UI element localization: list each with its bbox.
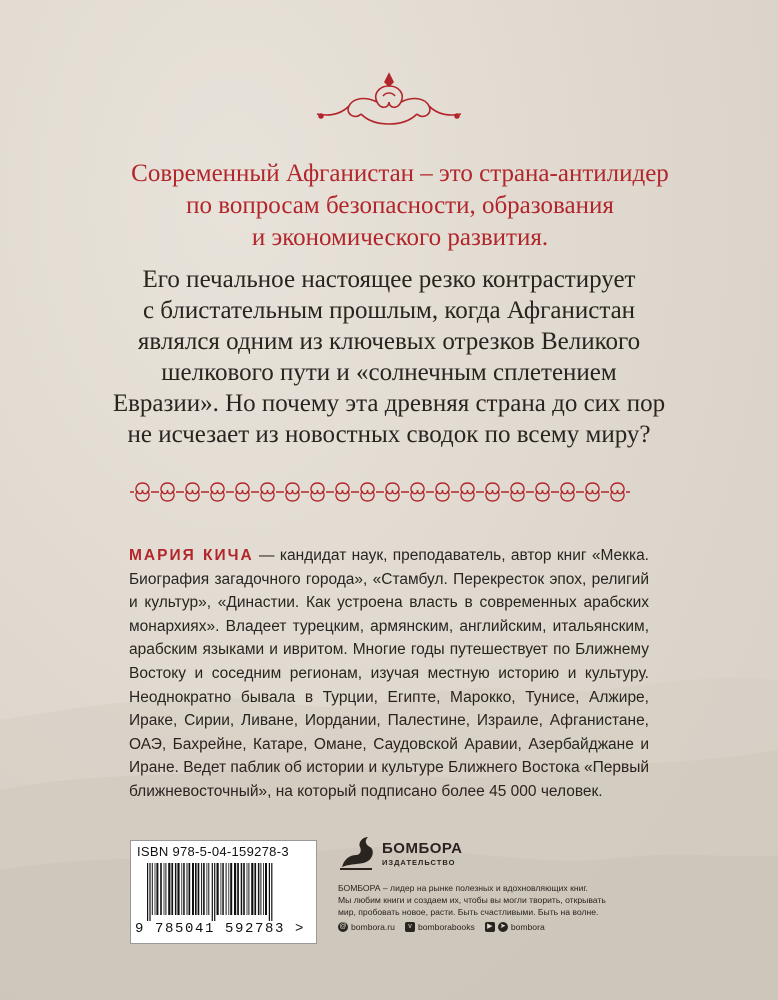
body-line: являлся одним из ключевых отрезков Великого (137, 328, 641, 355)
barcode-bar (175, 863, 177, 915)
barcode-bar (217, 863, 219, 915)
barcode-bar (208, 863, 209, 915)
barcode-bar (258, 863, 260, 915)
barcode-bar (152, 863, 153, 915)
barcode-bar (207, 863, 208, 915)
publisher-desc-line: мир, пробовать новое, расти. Быть счастливыми. Быть на волне. (338, 907, 599, 917)
barcode-bar (241, 863, 243, 915)
barcode-bar (214, 863, 215, 921)
publisher-desc-line: Мы любим книги и создаем их, чтобы вы могли творить, открывать (338, 895, 606, 905)
barcode-bar (164, 863, 165, 915)
social-vk[interactable] (405, 922, 475, 932)
social-label: bombora.ru (351, 922, 395, 932)
social-label: bombora (510, 922, 545, 932)
telegram-icon: ➤ (498, 922, 508, 932)
barcode-bar (234, 863, 236, 915)
publisher-desc-line: БОМБОРА – лидер на рынке полезных и вдохновляющих книг. (338, 883, 588, 893)
barcode-bar (195, 863, 197, 915)
body-paragraph (108, 264, 670, 450)
barcode-bar (201, 863, 202, 915)
body-line: шелкового пути и «солнечным сплетением (161, 359, 617, 386)
body-line: Евразии». Но почему эта древняя страна до сих пор (112, 390, 666, 417)
author-name: МАРИЯ КИЧА (129, 547, 254, 564)
at-icon: @ (339, 923, 347, 930)
barcode-bar (187, 863, 188, 915)
publisher-socials (338, 922, 545, 932)
barcode-bar (237, 863, 239, 915)
barcode-bar (155, 863, 156, 915)
vk-icon: v (405, 922, 415, 932)
isbn-label: ISBN 978-5-04-159278-3 (137, 844, 289, 859)
barcode-bar (263, 863, 264, 915)
barcode-bar (147, 863, 148, 921)
bombora-logo-icon (338, 833, 378, 871)
barcode-bar (243, 863, 245, 915)
ornament-band-icon (130, 480, 630, 504)
social-video-telegram[interactable] (485, 922, 545, 932)
barcode-bar (203, 863, 205, 915)
barcode-bar (149, 863, 150, 921)
author-bio (129, 544, 649, 804)
barcode-bar (226, 863, 227, 915)
barcode-bar (156, 863, 158, 915)
social-site[interactable] (338, 922, 395, 932)
author-bio-text: — кандидат наук, преподаватель, автор книг «Мекка. Биография загадочного города», «Стамбул. Перекресток эпох, религий и культур», «Династии. Как устроена власть в современных арабских монархиях». Владеет турецким, армянским, английским, итальянским, арабским языками и ивритом. Многие годы путешествует по Ближнему Востоку и соседним регионам, изучая местную историю и культуру. Неоднократно бывала в Турции, Египте, Марокко, Тунисе, Алжире, Ираке, Сирии, Ливане, Иордании, Палестине, Израиле, Афганистане, ОАЭ, Бахрейне, Катаре, Омане, Саудовской Аравии, Азербайджане и Иране. Ведет паблик об истории и культуре Ближнего Востока «Первый ближневосточный», на который подписано более 45 000 человек. (129, 547, 649, 800)
barcode-bar (160, 863, 162, 915)
barcode-bar (248, 863, 249, 915)
barcode-bar (183, 863, 185, 915)
isbn-barcode (130, 840, 317, 944)
barcode-bar (165, 863, 166, 915)
lead-line: по вопросам безопасности, образования (186, 192, 614, 219)
barcode-bar (198, 863, 200, 915)
barcode-bar (177, 863, 179, 915)
barcode-bar (168, 863, 170, 915)
barcode-bar (251, 863, 253, 915)
body-line: Его печальное настоящее резко контрастирует (142, 266, 636, 293)
barcode-bar (171, 863, 173, 915)
youtube-icon: ▶ (485, 922, 495, 932)
social-label: bomborabooks (417, 922, 475, 932)
lead-line: Современный Афганистан – это страна-антилидер (131, 160, 669, 187)
barcode-bar (260, 863, 261, 915)
barcode-bar (269, 863, 270, 921)
publisher-subtitle: ИЗДАТЕЛЬСТВО (382, 858, 456, 867)
barcode-bar (271, 863, 272, 921)
barcode-digits: 9 785041 592783 > (135, 921, 306, 937)
barcode-bar (221, 863, 222, 915)
body-line: с блистательным прошлым, когда Афганистан (142, 297, 636, 324)
barcode-bar (254, 863, 256, 915)
top-ornament-icon (309, 72, 469, 132)
barcode-bar (247, 863, 248, 915)
publisher-description (338, 882, 638, 918)
barcode-bar (192, 863, 194, 915)
barcode-bar (265, 863, 267, 915)
barcode-bar (181, 863, 182, 915)
body-line: не исчезает из новостных сводок по всему миру? (127, 421, 651, 448)
lead-line: и экономического развития. (251, 224, 549, 251)
barcode-bar (212, 863, 213, 921)
barcode-bar (230, 863, 232, 915)
barcode-bar (189, 863, 191, 915)
publisher-name: БОМБОРА (382, 840, 463, 857)
barcode-bar (228, 863, 229, 915)
barcode-bar (222, 863, 224, 915)
lead-paragraph (120, 158, 680, 254)
barcode-bars (145, 863, 305, 921)
